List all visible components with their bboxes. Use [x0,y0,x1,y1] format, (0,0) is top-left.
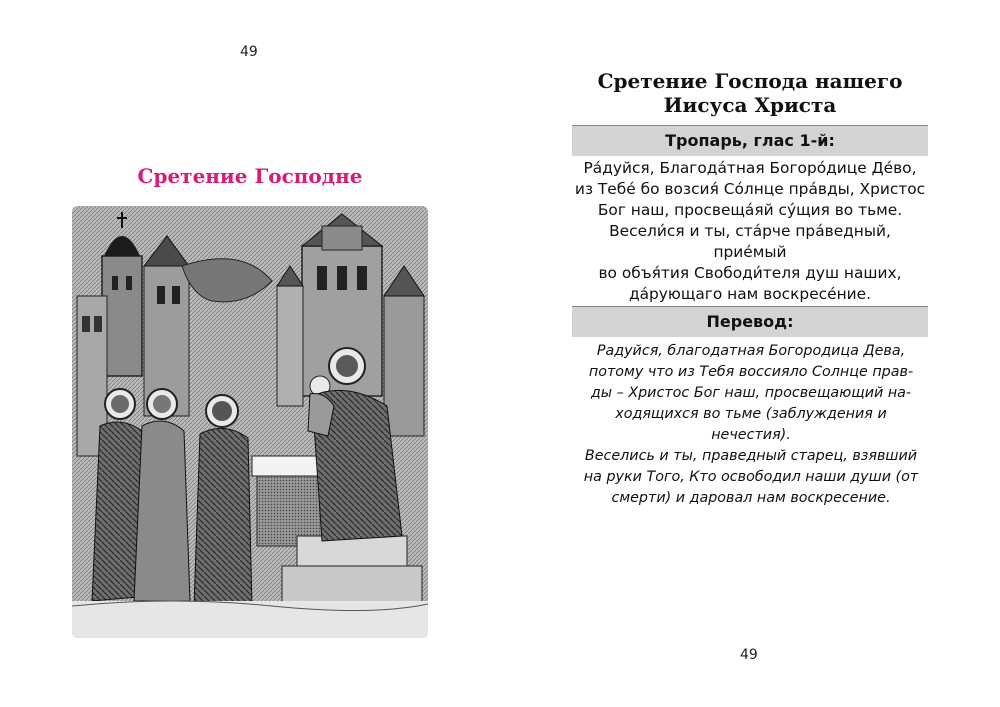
translation-line: ды – Христос Бог наш, просвещающий на- [590,385,912,401]
translation-line: Веселись и ты, праведный старец, взявший [584,448,918,464]
right-page [500,0,1000,707]
translation-text [574,341,928,509]
troparion-line: из Тебе́ бо возсия́ Со́лнце пра́вды, Христос [574,180,926,198]
feast-title-line1: Сретение Господа нашего [597,69,903,93]
translation-line: на руки Того, Кто освободил наши души (от [583,469,919,485]
page-title: Сретение Господне [137,164,363,188]
translation-line: Радуйся, благодатная Богородица Дева, [596,343,906,359]
translation-line: потому что из Тебя воссияло Солнце прав- [588,364,914,380]
troparion-line: Ра́дуйся, Благода́тная Богоро́дице Де́во, [583,159,917,177]
troparion-line: Весели́ся и ты, ста́рче пра́ведный, прие́мый [609,222,891,261]
troparion-heading: Тропарь, глас 1-й: [572,125,928,156]
icon-of-the-presentation-image [72,206,428,638]
translation-line: ходящихся во тьме (заблуждения и нечестия). [615,406,887,443]
troparion-line: во объя́тия Свободи́теля душ наших, [598,264,902,282]
translation-heading: Перевод: [572,306,928,337]
troparion-line: да́рующаго нам воскресе́ние. [628,285,872,303]
page-number-bottom: 49 [740,647,758,663]
feast-title-line2: Иисуса Христа [663,93,837,117]
troparion-line: Бог наш, просвеща́яй су́щия во тьме. [597,201,903,219]
steps [282,536,422,606]
page-number-top: 49 [240,44,258,60]
feast-title [572,69,928,117]
translation-line: смерти) и даровал нам воскресение. [611,490,891,506]
troparion-text [572,158,928,305]
